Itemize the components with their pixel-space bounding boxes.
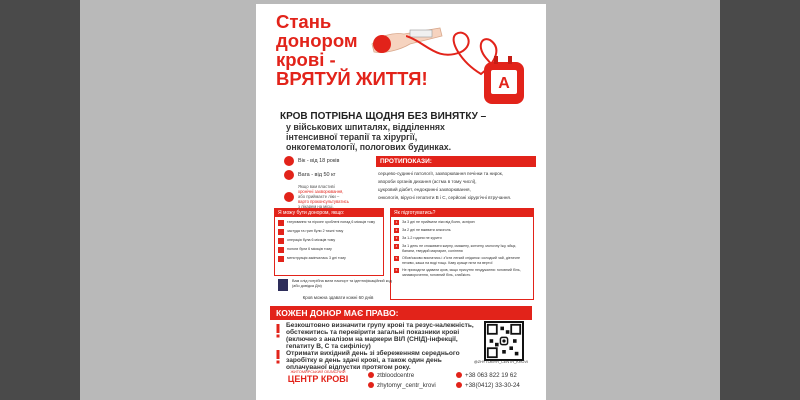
can-donate-box [274, 208, 384, 276]
prepare-item [394, 220, 530, 225]
step-number-icon: 4 [395, 244, 398, 248]
title-line-1: Стань [276, 11, 332, 32]
phone-list [456, 370, 520, 390]
blood-type-label: A [498, 75, 510, 92]
instagram-icon [368, 382, 374, 388]
can-donate-item [278, 220, 380, 226]
title-line-4: ВРЯТУЙ ЖИТТЯ! [276, 68, 428, 89]
check-icon [278, 256, 284, 262]
prepare-text: За 3 дні не приймати ліки від болю, аспірин [402, 220, 475, 224]
criteria-weight-row [284, 170, 374, 180]
phone-1[interactable] [456, 370, 520, 380]
prepare-item [394, 228, 530, 233]
rights-line: (включно з аналізом на маркери ВІЛ (СНІД)-інфекції, [286, 336, 458, 343]
rights-line: оплачуваної відпустки протягом року. [286, 364, 411, 371]
can-donate-text: застуда та грип були 2 тижні тому [287, 229, 344, 233]
right-dark-margin [720, 0, 800, 400]
step-number-icon: 6 [395, 268, 398, 273]
criteria-weight: Вага - від 50 кг [298, 172, 336, 178]
prepare-text: Обов’язково виспатись і з’їсти легкий сніданок: солодкий чай, дієтичне печиво, каша на воді тощо. Каву краще пити на вертої [402, 256, 521, 265]
need-heading: КРОВ ПОТРІБНА ЩОДНЯ БЕЗ ВИНЯТКУ – [280, 111, 487, 122]
left-dark-margin [0, 0, 80, 400]
prepare-item [394, 256, 530, 265]
can-donate-text: татуювання та пірсинг зроблені понад 6 місяців тому [287, 220, 376, 224]
criteria-age: Вік - від 18 років [298, 158, 340, 164]
prepare-text: Не приходити здавати кров, якщо присутнє нездужання: головний біль, запаморочення, головний біль, слабкість [402, 268, 521, 277]
step-number-icon: 3 [395, 236, 398, 240]
rights-line: Безкоштовно визначити групу крові та резус-належність, [286, 322, 474, 329]
instagram-text: zhytomyr_centr_krovi [377, 381, 436, 389]
phone-2[interactable] [456, 380, 520, 390]
can-donate-heading: Я можу бути донором, якщо: [275, 209, 383, 217]
rights-line: гепатиту В, С та сифілісу) [286, 343, 371, 350]
title-line-3: крові - [276, 49, 336, 70]
exclamation-icon [276, 324, 280, 343]
contra-line-4: онкологія, вірусні гепатити В і С, серйозні хірургічні втручання. [378, 195, 512, 200]
rights-heading: КОЖЕН ДОНОР МАЄ ПРАВО: [270, 306, 532, 320]
criteria-list [284, 156, 374, 213]
contra-line-3: цукровий діабет, ендокринні захворювання, [378, 187, 471, 192]
passport-text: Вам слід потрібна мати паспорт та ідентифікаційний код (або довідка Дія) [292, 279, 392, 288]
facebook-link[interactable] [368, 370, 436, 380]
prepare-item [394, 244, 530, 253]
center-subtitle: ЖИТОМИРСЬКИЙ ОБЛАСНИЙ [290, 370, 346, 374]
check-icon [278, 220, 284, 226]
can-donate-text: операція була 6 місяців тому [287, 238, 336, 242]
donation-frequency: Кров можна здавати кожні 60 днів [302, 295, 374, 300]
doctor-icon [284, 192, 294, 202]
phone-2-text: +38(0412) 33-30-24 [465, 381, 520, 389]
can-donate-item [278, 256, 380, 262]
phone-icon [456, 372, 462, 378]
instagram-link[interactable] [368, 380, 436, 390]
center-name: ЦЕНТР КРОВІ [287, 374, 349, 384]
contraindications-heading: ПРОТИПОКАЗИ: [376, 156, 536, 167]
criteria-note-row [284, 184, 374, 209]
note-line-2: хронічні захворювання, [298, 189, 344, 194]
passport-note [278, 279, 398, 291]
blood-bag-illustration [478, 54, 528, 106]
contraindications-text [376, 167, 536, 205]
contra-line-2: хвороби органів дихання (астма в тому числі), [378, 179, 477, 184]
step-number-icon: 2 [395, 228, 398, 232]
scale-icon [284, 170, 294, 180]
note-line-3: або приймаєте ліки – [298, 194, 340, 199]
exclamation-icon [276, 350, 280, 369]
prepare-text: За 1 день не споживати жирну, смажену, копчену, молочну їжу, яйця, банани, твердий маргарин, солінння [402, 244, 517, 253]
can-donate-item [278, 238, 380, 244]
prepare-text: За 2 дні не вживати алкоголь [402, 228, 451, 232]
prepare-item [394, 268, 530, 277]
note-line-4: варто проконсультуватись [298, 199, 349, 204]
criteria-age-row [284, 156, 374, 166]
check-icon [278, 247, 284, 253]
check-icon [278, 238, 284, 244]
criteria-note [298, 184, 349, 209]
person-icon [284, 156, 294, 166]
can-donate-item [278, 229, 380, 235]
need-line-1: у військових шпиталях, відділеннях [286, 122, 445, 132]
title-line-2: донором [276, 30, 358, 51]
facebook-icon [368, 372, 374, 378]
rights-line: обстежитись та перевірити загальні показники крові [286, 329, 460, 336]
need-line-3: онкогематології, пологових будинках. [286, 142, 452, 152]
need-line-2: інтенсивної терапії та хірургії, [286, 132, 418, 142]
prepare-item [394, 236, 530, 241]
can-donate-text: пологи були 6 місяців тому [287, 247, 332, 251]
step-number-icon: 1 [395, 220, 398, 224]
phone-1-text: +38 063 822 19 62 [465, 371, 517, 379]
can-donate-text: менструація закінчилась 3 дні тому [287, 256, 346, 260]
rights-line: Отримати вихідний день зі збереженням середнього [286, 350, 460, 357]
prepare-heading: Як підготуватись? [391, 209, 533, 217]
prepare-box [390, 208, 534, 300]
need-section [280, 112, 535, 152]
note-line-5: з лікарем на місці. [298, 204, 334, 209]
contraindications [376, 156, 536, 205]
qr-code[interactable] [484, 321, 524, 361]
phone-icon [456, 382, 462, 388]
rights-line: заробітку в день здачі крові, а також один день [286, 357, 442, 364]
blood-center-logo [278, 370, 358, 384]
poster-page [256, 4, 546, 400]
facebook-text: ztbloodcentre [377, 371, 415, 379]
passport-icon [278, 279, 288, 291]
note-line-1: Якщо вам властиві [298, 184, 335, 189]
contra-line-1: серцево-судинні патології, захворювання печінки та нирок, [378, 171, 504, 176]
prepare-text: За 1-2 години не курити [402, 236, 442, 240]
check-icon [278, 229, 284, 235]
qr-handle: @ZHYTOMYR_CENTR_KROVI [473, 360, 529, 364]
can-donate-item [278, 247, 380, 253]
social-links [368, 370, 436, 390]
step-number-icon: 5 [395, 256, 398, 261]
